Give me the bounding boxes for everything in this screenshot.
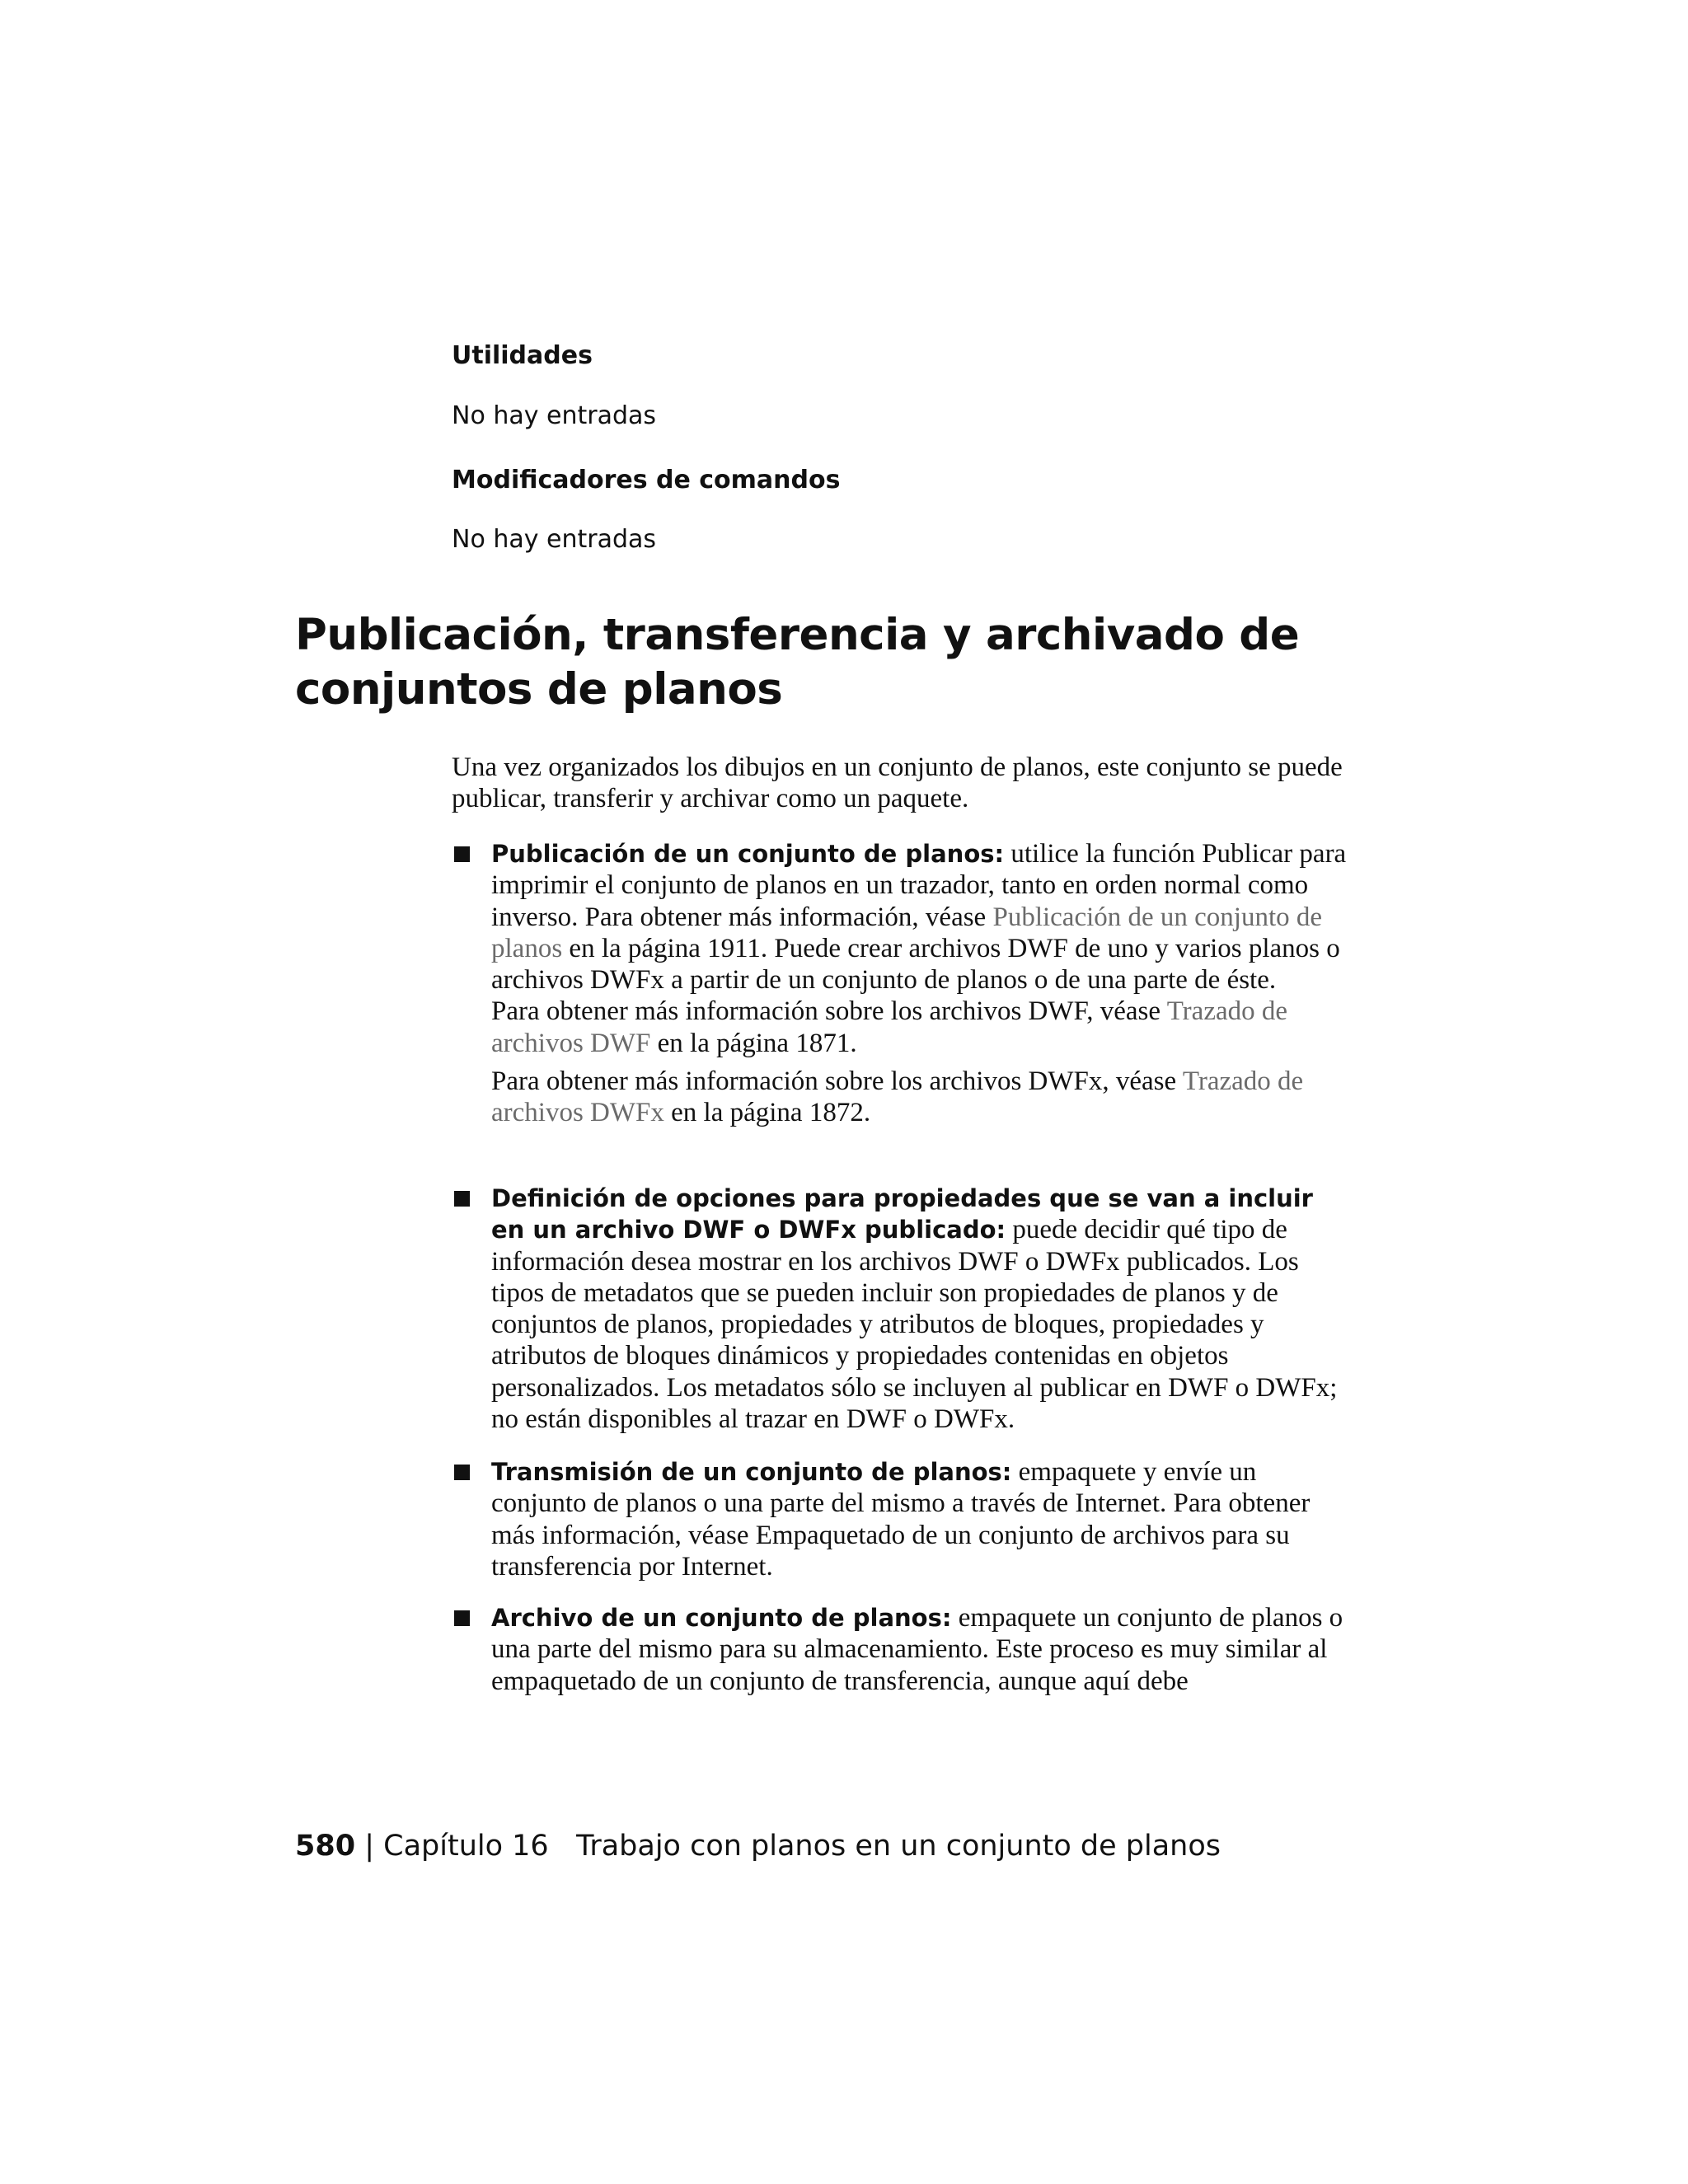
bullet-text: puede decidir qué tipo de información desea mostrar en los archivos DWF o DWFx publicados. Los tipos de metadatos que se pueden incluir son propiedades de planos y de conjuntos de planos, propiedades y atributos de bloques, propiedades y atributos de bloques dinámicos y propiedades contenidas en objetos personalizados. Los metadatos sólo se incluyen al publicar en DWF o DWFx; no están disponibles al trazar en DWF o DWFx.	[491, 1215, 1338, 1435]
page-footer	[295, 1830, 1221, 1863]
bullet-lead: Definición de opciones para propiedades que se van a incluir en un archivo DWF o DWFx publicado:	[491, 1184, 1313, 1244]
footer-separator: |	[364, 1830, 374, 1863]
list-item	[452, 1456, 1350, 1582]
section-heading-utilidades: Utilidades	[452, 341, 593, 370]
cross-reference-link[interactable]: Publicación de un conjunto de planos	[491, 902, 1323, 963]
footer-chapter: Capítulo 16	[383, 1830, 549, 1863]
bullet-lead: Transmisión de un conjunto de planos:	[491, 1458, 1012, 1486]
section-body-utilidades: No hay entradas	[452, 401, 657, 430]
bullet-square-icon	[454, 1610, 470, 1626]
bullet-square-icon	[454, 1465, 470, 1480]
bullet-text: empaquete y envíe un conjunto de planos o una parte del mismo a través de Internet. Para obtener más información, véase Empaquetado de un conjunto de archivos para su transferencia por Internet.	[491, 1457, 1311, 1582]
cross-reference-link[interactable]: Trazado de archivos DWFx	[491, 1066, 1304, 1128]
bullet-square-icon	[454, 1191, 470, 1207]
note-text: Para obtener más información sobre los archivos DWFx, véase	[491, 1066, 1183, 1097]
cross-reference-link[interactable]: Trazado de archivos DWF	[491, 996, 1288, 1058]
bullet-paragraph	[491, 838, 1350, 1059]
bullet-square-icon	[454, 846, 470, 862]
bullet-paragraph	[491, 1602, 1350, 1697]
note-text: en la página 1871.	[650, 1028, 857, 1058]
bullet-lead: Archivo de un conjunto de planos:	[491, 1604, 952, 1632]
note-text: en la página 1872.	[663, 1098, 871, 1128]
note-text: Para obtener más información sobre los archivos DWF, véase	[491, 996, 1167, 1027]
intro-paragraph: Una vez organizados los dibujos en un conjunto de planos, este conjunto se puede publicar, transferir y archivar como un paquete.	[452, 752, 1343, 813]
page-number: 580	[295, 1830, 356, 1863]
list-item	[452, 1602, 1350, 1697]
list-item	[452, 838, 1350, 1129]
list-item	[452, 1183, 1350, 1435]
bullet-lead: Publicación de un conjunto de planos:	[491, 840, 1005, 868]
bullet-paragraph	[491, 1456, 1350, 1582]
footer-chapter-title: Trabajo con planos en un conjunto de planos	[576, 1830, 1221, 1863]
bullet-text: utilice la función Publicar para imprimir el conjunto de planos en un trazador, tanto en orden normal como inverso. Para obtener más información, véase	[491, 839, 1347, 932]
bullet-text: en la página 1911. Puede crear archivos DWF de uno y varios planos o archivos DWFx a partir de un conjunto de planos o de una parte de éste.	[491, 933, 1340, 996]
main-heading: Publicación, transferencia y archivado de conjuntos de planos	[295, 610, 1300, 715]
bullet-paragraph	[491, 1183, 1350, 1435]
section-body-modificadores: No hay entradas	[452, 525, 657, 554]
note-paragraph	[491, 1066, 1350, 1129]
section-heading-modificadores: Modificadores de comandos	[452, 466, 841, 494]
bullet-text: empaquete un conjunto de planos o una parte del mismo para su almacenamiento. Este proceso es muy similar al empaquetado de un conjunto de transferencia, aunque aquí debe	[491, 1603, 1343, 1696]
